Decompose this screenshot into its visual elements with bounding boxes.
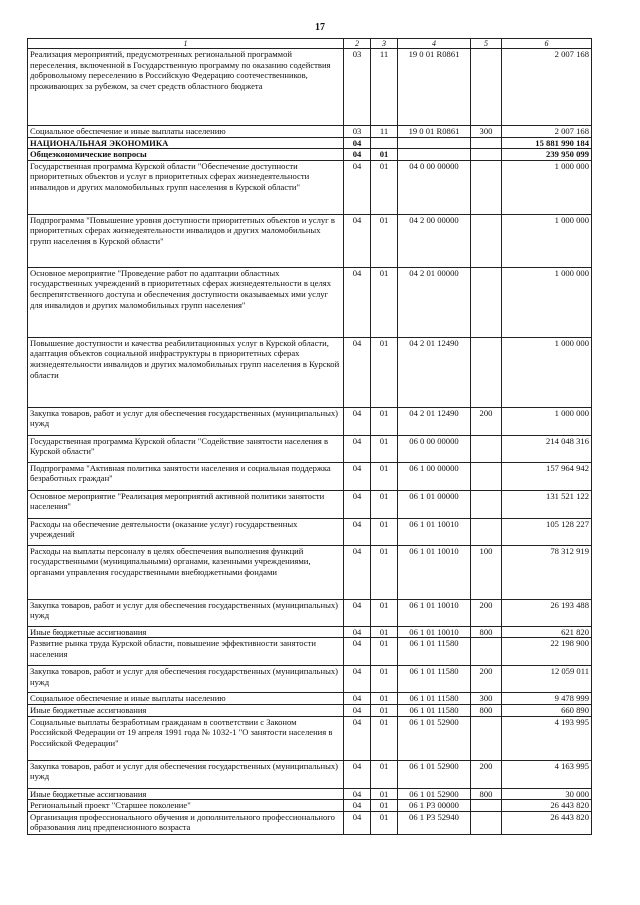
- row-amount-cell: 9 478 999: [502, 693, 592, 705]
- row-subsection-cell: 01: [371, 716, 398, 760]
- table-row: [28, 800, 592, 812]
- row-name-cell: Основное мероприятие "Реализация мероприятий активной политики занятости населения": [28, 490, 344, 518]
- row-target-article-cell: 19 0 01 R0861: [398, 49, 471, 126]
- row-section-cell: 04: [344, 800, 371, 812]
- row-expense-type-cell: [471, 490, 502, 518]
- row-subsection-cell: 01: [371, 760, 398, 788]
- row-expense-type-cell: [471, 638, 502, 666]
- row-amount-cell: 1 000 000: [502, 214, 592, 267]
- row-name-cell: Закупка товаров, работ и услуг для обеспечения государственных (муниципальных) нужд: [28, 407, 344, 435]
- row-expense-type-cell: [471, 214, 502, 267]
- row-subsection-cell: 01: [371, 462, 398, 490]
- row-subsection-cell: 11: [371, 126, 398, 138]
- row-target-article-cell: 06 1 01 52900: [398, 788, 471, 800]
- row-subsection-cell: 01: [371, 693, 398, 705]
- row-target-article-cell: [398, 137, 471, 149]
- row-expense-type-cell: 100: [471, 545, 502, 599]
- table-row: [28, 811, 592, 834]
- row-expense-type-cell: [471, 518, 502, 545]
- row-expense-type-cell: [471, 435, 502, 462]
- row-section-cell: 04: [344, 811, 371, 834]
- row-name-cell: Региональный проект "Старшее поколение": [28, 800, 344, 812]
- row-amount-cell: 131 521 122: [502, 490, 592, 518]
- row-section-cell: 04: [344, 666, 371, 693]
- row-section-cell: 04: [344, 518, 371, 545]
- table-row: [28, 407, 592, 435]
- row-expense-type-cell: 300: [471, 126, 502, 138]
- row-name-cell: Иные бюджетные ассигнования: [28, 704, 344, 716]
- row-section-cell: 04: [344, 704, 371, 716]
- row-expense-type-cell: 800: [471, 788, 502, 800]
- row-target-article-cell: 04 2 01 12490: [398, 407, 471, 435]
- row-subsection-cell: 01: [371, 666, 398, 693]
- row-expense-type-cell: [471, 137, 502, 149]
- row-amount-cell: 621 820: [502, 626, 592, 638]
- table-row: [28, 462, 592, 490]
- row-amount-cell: 1 000 000: [502, 337, 592, 407]
- row-target-article-cell: 06 1 00 00000: [398, 462, 471, 490]
- row-amount-cell: 2 007 168: [502, 126, 592, 138]
- row-name-cell: Организация профессионального обучения и дополнительного профессионального образования лиц предпенсионного возраста: [28, 811, 344, 834]
- row-target-article-cell: 06 0 00 00000: [398, 435, 471, 462]
- row-section-cell: 04: [344, 337, 371, 407]
- row-target-article-cell: 06 1 01 11580: [398, 704, 471, 716]
- table-row: [28, 126, 592, 138]
- row-target-article-cell: 06 1 01 11580: [398, 638, 471, 666]
- row-amount-cell: 22 198 900: [502, 638, 592, 666]
- row-expense-type-cell: [471, 462, 502, 490]
- row-section-cell: 04: [344, 160, 371, 214]
- table-row: [28, 137, 592, 149]
- table-row: [28, 435, 592, 462]
- row-section-cell: 04: [344, 716, 371, 760]
- row-subsection-cell: 01: [371, 638, 398, 666]
- column-header: 5: [471, 39, 502, 49]
- row-amount-cell: 239 950 099: [502, 149, 592, 161]
- row-expense-type-cell: [471, 800, 502, 812]
- row-expense-type-cell: [471, 337, 502, 407]
- row-section-cell: 04: [344, 693, 371, 705]
- row-name-cell: НАЦИОНАЛЬНАЯ ЭКОНОМИКА: [28, 137, 344, 149]
- row-amount-cell: 15 881 990 184: [502, 137, 592, 149]
- row-amount-cell: 1 000 000: [502, 407, 592, 435]
- row-name-cell: Реализация мероприятий, предусмотренных региональной программой переселения, включенной в Государственную программу по оказанию содействия добровольному переселению в Российскую Федерацию соотечественников, проживающих за рубежом, за счет средств областного бюджета: [28, 49, 344, 126]
- row-name-cell: Государственная программа Курской области "Обеспечение доступности приоритетных объектов и услуг в приоритетных сферах жизнедеятельности инвалидов и других маломобильных групп населения в Курской области": [28, 160, 344, 214]
- row-name-cell: Подпрограмма "Активная политика занятости населения и социальная поддержка безработных граждан": [28, 462, 344, 490]
- row-name-cell: Повышение доступности и качества реабилитационных услуг в Курской области, адаптация объектов социальной инфраструктуры в приоритетных сферах жизнедеятельности инвалидов и других маломобильных групп населения в Курской области: [28, 337, 344, 407]
- row-section-cell: 04: [344, 626, 371, 638]
- row-section-cell: 04: [344, 435, 371, 462]
- row-amount-cell: 660 890: [502, 704, 592, 716]
- row-amount-cell: 105 128 227: [502, 518, 592, 545]
- table-row: [28, 599, 592, 626]
- row-section-cell: 04: [344, 788, 371, 800]
- row-subsection-cell: 01: [371, 160, 398, 214]
- row-amount-cell: 26 193 488: [502, 599, 592, 626]
- row-subsection-cell: 01: [371, 435, 398, 462]
- row-name-cell: Государственная программа Курской области "Содействие занятости населения в Курской области": [28, 435, 344, 462]
- row-name-cell: Подпрограмма "Повышение уровня доступности приоритетных объектов и услуг в приоритетных сферах жизнедеятельности инвалидов и других маломобильных групп населения в Курской области": [28, 214, 344, 267]
- row-name-cell: Развитие рынка труда Курской области, повышение эффективности занятости населения: [28, 638, 344, 666]
- row-expense-type-cell: 200: [471, 407, 502, 435]
- row-subsection-cell: 01: [371, 490, 398, 518]
- row-section-cell: 04: [344, 638, 371, 666]
- row-target-article-cell: 06 1 01 10010: [398, 518, 471, 545]
- row-name-cell: Расходы на выплаты персоналу в целях обеспечения выполнения функций государственными (муниципальными) органами, казенными учреждениями, органами управления государственными внебюджетными фондами: [28, 545, 344, 599]
- row-target-article-cell: 06 1 01 52900: [398, 760, 471, 788]
- row-subsection-cell: 01: [371, 788, 398, 800]
- table-row: [28, 626, 592, 638]
- row-subsection-cell: 01: [371, 626, 398, 638]
- table-row: [28, 704, 592, 716]
- row-target-article-cell: 04 2 01 00000: [398, 267, 471, 337]
- row-target-article-cell: 04 0 00 00000: [398, 160, 471, 214]
- row-expense-type-cell: [471, 811, 502, 834]
- table-row: [28, 337, 592, 407]
- table-row: [28, 788, 592, 800]
- row-section-cell: 03: [344, 49, 371, 126]
- column-header: 4: [398, 39, 471, 49]
- row-amount-cell: 2 007 168: [502, 49, 592, 126]
- row-expense-type-cell: 300: [471, 693, 502, 705]
- table-row: [28, 149, 592, 161]
- row-name-cell: Закупка товаров, работ и услуг для обеспечения государственных (муниципальных) нужд: [28, 760, 344, 788]
- column-number-row: [28, 39, 592, 49]
- row-subsection-cell: 01: [371, 518, 398, 545]
- row-section-cell: 04: [344, 214, 371, 267]
- row-expense-type-cell: [471, 49, 502, 126]
- row-name-cell: Социальное обеспечение и иные выплаты населению: [28, 126, 344, 138]
- table-row: [28, 518, 592, 545]
- row-target-article-cell: 06 1 01 52900: [398, 716, 471, 760]
- row-expense-type-cell: [471, 267, 502, 337]
- row-section-cell: 04: [344, 137, 371, 149]
- table-row: [28, 160, 592, 214]
- row-amount-cell: 1 000 000: [502, 160, 592, 214]
- row-expense-type-cell: 200: [471, 599, 502, 626]
- row-amount-cell: 26 443 820: [502, 800, 592, 812]
- row-expense-type-cell: [471, 149, 502, 161]
- row-section-cell: 04: [344, 267, 371, 337]
- row-target-article-cell: 06 1 01 10010: [398, 545, 471, 599]
- column-header: 6: [502, 39, 592, 49]
- row-amount-cell: 26 443 820: [502, 811, 592, 834]
- row-amount-cell: 78 312 919: [502, 545, 592, 599]
- row-subsection-cell: 01: [371, 214, 398, 267]
- table-row: [28, 693, 592, 705]
- row-subsection-cell: 01: [371, 407, 398, 435]
- row-section-cell: 04: [344, 490, 371, 518]
- row-subsection-cell: 01: [371, 149, 398, 161]
- budget-table: [27, 38, 592, 835]
- row-name-cell: Социальные выплаты безработным гражданам в соответствии с Законом Российской Федерации от 19 апреля 1991 года № 1032-1 "О занятости населения в Российской Федерации": [28, 716, 344, 760]
- row-amount-cell: 157 964 942: [502, 462, 592, 490]
- row-target-article-cell: 06 1 01 11580: [398, 666, 471, 693]
- row-amount-cell: 4 193 995: [502, 716, 592, 760]
- row-target-article-cell: 06 1 01 11580: [398, 693, 471, 705]
- row-amount-cell: 30 000: [502, 788, 592, 800]
- row-section-cell: 03: [344, 126, 371, 138]
- row-expense-type-cell: 200: [471, 666, 502, 693]
- row-amount-cell: 12 059 011: [502, 666, 592, 693]
- row-section-cell: 04: [344, 462, 371, 490]
- column-header: 1: [28, 39, 344, 49]
- row-target-article-cell: 06 1 01 10010: [398, 626, 471, 638]
- row-subsection-cell: 01: [371, 704, 398, 716]
- table-body: [28, 49, 592, 835]
- table-row: [28, 490, 592, 518]
- row-target-article-cell: 04 2 00 00000: [398, 214, 471, 267]
- table-row: [28, 760, 592, 788]
- row-name-cell: Расходы на обеспечение деятельности (оказание услуг) государственных учреждений: [28, 518, 344, 545]
- table-row: [28, 214, 592, 267]
- row-target-article-cell: 04 2 01 12490: [398, 337, 471, 407]
- column-header: 2: [344, 39, 371, 49]
- row-target-article-cell: 19 0 01 R0861: [398, 126, 471, 138]
- row-expense-type-cell: 800: [471, 704, 502, 716]
- row-target-article-cell: [398, 149, 471, 161]
- row-subsection-cell: 01: [371, 811, 398, 834]
- row-section-cell: 04: [344, 599, 371, 626]
- row-name-cell: Иные бюджетные ассигнования: [28, 626, 344, 638]
- row-amount-cell: 4 163 995: [502, 760, 592, 788]
- table-row: [28, 49, 592, 126]
- row-section-cell: 04: [344, 149, 371, 161]
- column-header: 3: [371, 39, 398, 49]
- row-target-article-cell: 06 1 P3 00000: [398, 800, 471, 812]
- row-subsection-cell: 11: [371, 49, 398, 126]
- row-subsection-cell: 01: [371, 599, 398, 626]
- row-section-cell: 04: [344, 545, 371, 599]
- row-expense-type-cell: [471, 160, 502, 214]
- row-expense-type-cell: [471, 716, 502, 760]
- table-row: [28, 638, 592, 666]
- table-row: [28, 666, 592, 693]
- row-expense-type-cell: 200: [471, 760, 502, 788]
- row-name-cell: Социальное обеспечение и иные выплаты населению: [28, 693, 344, 705]
- row-subsection-cell: 01: [371, 267, 398, 337]
- row-target-article-cell: 06 1 P3 52940: [398, 811, 471, 834]
- row-subsection-cell: 01: [371, 337, 398, 407]
- row-name-cell: Иные бюджетные ассигнования: [28, 788, 344, 800]
- row-subsection-cell: 01: [371, 800, 398, 812]
- row-name-cell: Закупка товаров, работ и услуг для обеспечения государственных (муниципальных) нужд: [28, 599, 344, 626]
- table-row: [28, 267, 592, 337]
- row-name-cell: Основное мероприятие "Проведение работ по адаптации областных государственных учреждений в приоритетных сферах жизнедеятельности в целях беспрепятственного доступа и обеспечения доступности оказываемых ими услуг для инвалидов и других маломобильных групп населения": [28, 267, 344, 337]
- row-subsection-cell: 01: [371, 545, 398, 599]
- row-subsection-cell: [371, 137, 398, 149]
- table-row: [28, 545, 592, 599]
- row-section-cell: 04: [344, 760, 371, 788]
- row-target-article-cell: 06 1 01 10010: [398, 599, 471, 626]
- table-row: [28, 716, 592, 760]
- row-amount-cell: 214 048 316: [502, 435, 592, 462]
- row-section-cell: 04: [344, 407, 371, 435]
- row-target-article-cell: 06 1 01 00000: [398, 490, 471, 518]
- row-expense-type-cell: 800: [471, 626, 502, 638]
- row-amount-cell: 1 000 000: [502, 267, 592, 337]
- page-number: 17: [315, 22, 325, 33]
- row-name-cell: Общеэкономические вопросы: [28, 149, 344, 161]
- row-name-cell: Закупка товаров, работ и услуг для обеспечения государственных (муниципальных) нужд: [28, 666, 344, 693]
